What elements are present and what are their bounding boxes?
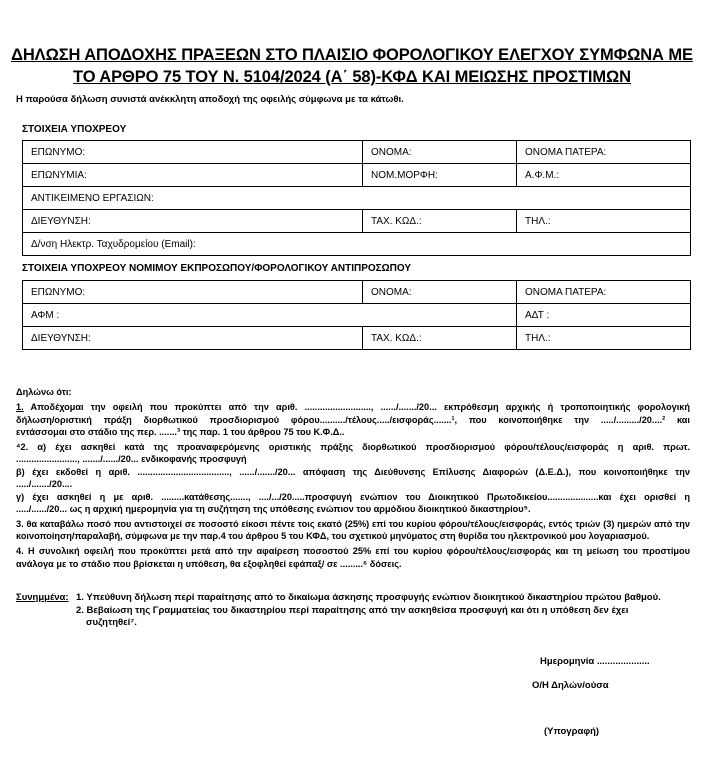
- declaration-paragraph-2: [16, 441, 690, 516]
- obligor-table: [22, 140, 691, 256]
- signature-field[interactable]: (Υπογραφή): [544, 726, 600, 737]
- field-father-name[interactable]: [517, 141, 691, 164]
- label-business-activity: ΑΝΤΙΚΕΙΜΕΝΟ ΕΡΓΑΣΙΩΝ:: [31, 192, 154, 204]
- field-postal-code[interactable]: [363, 210, 517, 233]
- attachment-item-1: 1. Υπεύθυνη δήλωση περί παραίτησης από το δικαίωμα άσκησης προσφυγής ενώπιον διοικητικού δικαστηρίου πρώτου βαθμού.: [76, 592, 661, 603]
- paragraph-4-text: Η συνολική οφειλή που προκύπτει μετά από την αφαίρεση ποσοστού 25% επί του κυρίου φόρου/τέλους/εισφοράς και τη μείωση του προστίμου ανάλογα με το στάδιο που βρίσκεται η υπόθεση, θα εξοφληθεί εφάπαξ/ σε .........⁶ δόσεις.: [16, 546, 690, 569]
- field-address[interactable]: [23, 210, 363, 233]
- attachments-label: Συνημμένα:: [16, 592, 69, 603]
- field-surname[interactable]: [23, 141, 363, 164]
- field-legal-form[interactable]: [363, 164, 517, 187]
- paragraph-2-number: ⁴2.: [16, 441, 29, 452]
- declaration-paragraph-4: [16, 545, 690, 570]
- paragraph-2-line-c: β) έχει εκδοθεί η αριθ. ...................................., ....../......./20... απόφαση της Διεύθυνσης Επίλυσης Διαφορών (Δ.Ε.Δ.), που κοινοποιήθηκε την: [16, 466, 690, 477]
- title-line-2: ΤΟ ΑΡΘΡΟ 75 ΤΟΥ Ν. 5104/2024 (Α΄ 58)-ΚΦΔ ΚΑΙ ΜΕΙΩΣΗΣ ΠΡΟΣΤΙΜΩΝ: [73, 68, 631, 86]
- signature-date[interactable]: Ημερομηνία ....................: [540, 656, 650, 667]
- field-company-name[interactable]: [23, 164, 363, 187]
- field-phone[interactable]: [517, 210, 691, 233]
- attachments-list: [76, 592, 686, 630]
- rep-label-postal-code: ΤΑΧ. ΚΩΔ.:: [371, 332, 422, 344]
- label-legal-form: ΝΟΜ.ΜΟΡΦΗ:: [371, 169, 438, 181]
- intro-text: Η παρούσα δήλωση συνιστά ανέκκλητη αποδοχή της οφειλής σύμφωνα με τα κάτωθι.: [16, 94, 404, 105]
- paragraph-3-number: 3.: [16, 518, 24, 529]
- declaration-block: [16, 386, 690, 573]
- label-name: ΟΝΟΜΑ:: [371, 146, 412, 158]
- label-company-name: ΕΠΩΝΥΜΙΑ:: [31, 169, 87, 181]
- rep-field-address[interactable]: [23, 327, 363, 350]
- attachment-item-2-line-b: συζητηθεί⁷.: [86, 617, 137, 628]
- paragraph-1-line-c: εντάσσομαι στο στάδιο της περ. .......³ της παρ. 1 του άρθρου 75 του Κ.Φ.Δ..: [16, 427, 345, 437]
- paragraph-2-line-e: γ) έχει ασκηθεί η με αριθ. .........κατάθεσης......., ..../.../20.....προσφυγή ενώπιον του Διοικητικού Πρωτοδικείου....................και έχει ορισθεί η: [16, 491, 690, 502]
- paragraph-1-line-b: δήλωση/οριστική πράξη διορθωτικού προσδιορισμού φόρου........../τέλους...../εισφοράς.......¹, που κοινοποιήθηκε την ...../........./20....² και: [16, 414, 690, 425]
- paragraph-2-line-a: α) έχει ασκηθεί κατά της προαναφερόμενης οριστικής πράξης διορθωτικού προσδιορισμού φόρου/τέλους/εισφοράς η αριθ. πρωτ.: [28, 441, 690, 452]
- paragraph-4-number: 4.: [16, 546, 24, 556]
- rep-label-address: ΔΙΕΥΘΥΝΣΗ:: [31, 332, 91, 344]
- rep-field-phone[interactable]: [517, 327, 691, 350]
- paragraph-2-line-d: ...../......./20....: [16, 479, 73, 489]
- signature-declarant: Ο/Η Δηλών/ούσα: [532, 680, 609, 691]
- rep-field-adt[interactable]: [517, 304, 691, 327]
- representative-table: [22, 280, 691, 350]
- label-email: Δ/νση Ηλεκτρ. Ταχυδρομείου (Email):: [31, 238, 196, 250]
- field-business-activity[interactable]: [23, 187, 691, 210]
- paragraph-2-line-b: ........................, ......./....../20... ενδικοφανής προσφυγή: [16, 454, 247, 464]
- rep-label-phone: ΤΗΛ.:: [525, 332, 551, 344]
- rep-field-postal-code[interactable]: [363, 327, 517, 350]
- paragraph-2-line-f: ...../....../20... ως η αρχική ημερομηνία για τη συζήτηση της υπόθεσης ενώπιον του αρμόδιου διοικητικού δικαστηρίου⁵.: [16, 504, 531, 514]
- rep-label-surname: ΕΠΩΝΥΜΟ:: [31, 286, 86, 298]
- declaration-paragraph-1: [16, 401, 690, 439]
- label-afm: Α.Φ.Μ.:: [525, 169, 560, 181]
- attachment-item-2: [76, 605, 686, 630]
- rep-field-afm[interactable]: [23, 304, 517, 327]
- label-address: ΔΙΕΥΘΥΝΣΗ:: [31, 215, 91, 227]
- declaration-lead: Δηλώνω ότι:: [16, 387, 72, 397]
- title-line-1: ΔΗΛΩΣΗ ΑΠΟΔΟΧΗΣ ΠΡΑΞΕΩΝ ΣΤΟ ΠΛΑΙΣΙΟ ΦΟΡΟΛΟΓΙΚΟΥ ΕΛΕΓΧΟΥ ΣΥΜΦΩΝΑ ΜΕ: [11, 46, 693, 64]
- label-surname: ΕΠΩΝΥΜΟ:: [31, 146, 86, 158]
- label-postal-code: ΤΑΧ. ΚΩΔ.:: [371, 215, 422, 227]
- rep-label-name: ΟΝΟΜΑ:: [371, 286, 412, 298]
- rep-field-surname[interactable]: [23, 281, 363, 304]
- paragraph-1-number: 1.: [16, 402, 24, 412]
- field-name[interactable]: [363, 141, 517, 164]
- rep-field-name[interactable]: [363, 281, 517, 304]
- section-heading-representative: ΣΤΟΙΧΕΙΑ ΥΠΟΧΡΕΟΥ ΝΟΜΙΜΟΥ ΕΚΠΡΟΣΩΠΟΥ/ΦΟΡΟΛΟΓΙΚΟΥ ΑΝΤΙΠΡΟΣΩΠΟΥ: [22, 263, 412, 274]
- field-afm[interactable]: [517, 164, 691, 187]
- field-email[interactable]: [23, 233, 691, 256]
- label-phone: ΤΗΛ.:: [525, 215, 551, 227]
- paragraph-3-text: θα καταβάλω ποσό που αντιστοιχεί σε ποσοστό είκοσι πέντε τοις εκατό (25%) επί του κυρίου φόρου/τέλους/εισφοράς, εντός τριών (3) ημερών από την κοινοποίηση/παραλαβή, σύμφωνα με την παρ.4 του άρθρου 5 του ΚΦΔ, του σχετικού μηνύματος στη θυρίδα του ηλεκτρονικού μου λογαριασμού.: [16, 518, 690, 541]
- section-heading-obligor: ΣΤΟΙΧΕΙΑ ΥΠΟΧΡΕΟΥ: [22, 124, 127, 135]
- label-father-name: ΟΝΟΜΑ ΠΑΤΕΡΑ:: [525, 146, 607, 158]
- rep-field-father-name[interactable]: [517, 281, 691, 304]
- declaration-paragraph-3: [16, 518, 690, 543]
- attachment-item-2-line-a: 2. Βεβαίωση της Γραμματείας του δικαστηρίου περί παραίτησης από την ασκηθείσα προσφυγή και ότι η υπόθεση δεν έχει: [76, 604, 629, 616]
- rep-label-adt: ΑΔΤ :: [525, 309, 550, 321]
- rep-label-father-name: ΟΝΟΜΑ ΠΑΤΕΡΑ:: [525, 286, 607, 298]
- paragraph-1-line-a: Αποδέχομαι την οφειλή που προκύπτει από την αριθ. .........................., ....../......./20... εκπρόθεσμη αρχικής ή τροποποιητικής φορολογική: [23, 402, 690, 412]
- document-title: [10, 44, 694, 88]
- rep-label-afm: ΑΦΜ :: [31, 309, 60, 321]
